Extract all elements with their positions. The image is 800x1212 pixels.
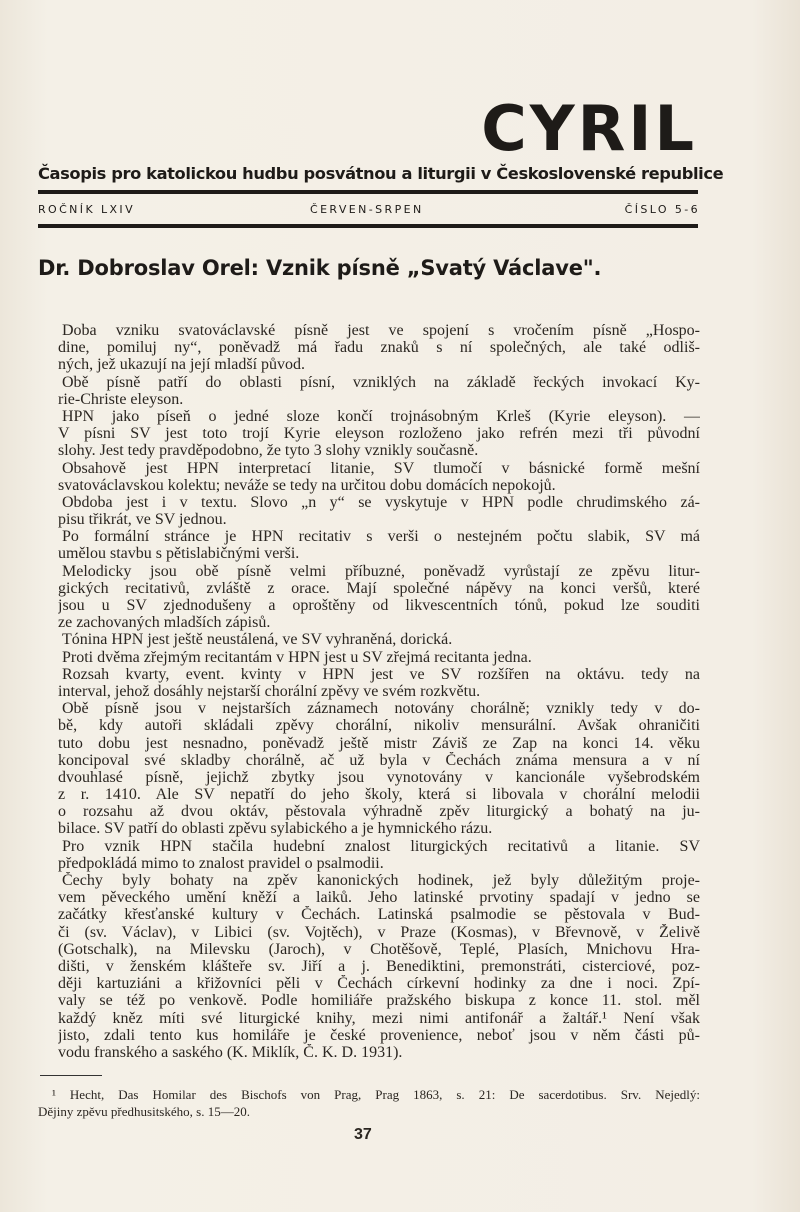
footnote-line: Dějiny zpěvu předhusitského, s. 15—20. — [38, 1104, 250, 1119]
page-number: 37 — [354, 1126, 372, 1143]
text-line: interval, jehož dosáhly nejstarší chorální zpěvy ve svém rozkvětu. — [58, 682, 481, 700]
text-line: Melodicky jsou obě písně velmi příbuzné, poněvadž vyrůstají ze zpěvu litur- — [62, 562, 700, 580]
paragraph — [58, 838, 700, 872]
text-line: HPN jako píseň o jedné sloze končí trojnásobným Krleš (Kyrie eleyson). — — [62, 407, 700, 425]
months-label: ČERVEN-SRPEN — [310, 203, 424, 216]
text-line: V písni SV jest toto trojí Kyrie eleyson rozloženo jako refrén mezi tři původní — [58, 425, 700, 443]
footnote-line: ¹ Hecht, Das Homilar des Bischofs von Prag, Prag 1863, s. 21: De sacerdotibus. Srv. Nejedlý: — [52, 1087, 700, 1102]
text-line: Obě písně jsou v nejstarších záznamech notovány chorálně; vznikly tedy v do- — [62, 700, 700, 718]
text-line: či (sv. Václav), v Libici (sv. Vojtěch), v Praze (Kosmas), v Břevnově, v Želivě — [58, 923, 700, 941]
header-rule-bottom — [38, 224, 698, 228]
text-line: valy se též po venkově. Podle homiliáře pražského biskupa z konce 11. stol. měl — [58, 992, 700, 1010]
paragraph — [58, 649, 700, 666]
text-line: začátky křesťanské kultury v Čechách. Latinská psalmodie se pěstovala v Bud- — [58, 906, 700, 924]
text-line: rie-Christe eleyson. — [58, 390, 184, 408]
article-body — [58, 322, 700, 1061]
text-line: ději kartuziáni a křižovníci pěli v Čechách církevní hodinky za dne i noci. Zpí- — [58, 975, 700, 993]
paragraph — [58, 528, 700, 562]
text-line: o rozsahu až dvou oktáv, pěstovala výhradně zpěv liturgický a bohatý na ju- — [58, 803, 700, 821]
paragraph — [58, 460, 700, 494]
text-line: gických recitativů, zvláště z orace. Mají společné nápěvy na konci veršů, které — [58, 579, 700, 597]
footnote — [38, 1086, 700, 1120]
text-line: slohy. Jest tedy pravděpodobno, že tyto 3 slohy vznikly současně. — [58, 442, 479, 460]
issue-label: ČÍSLO 5-6 — [624, 203, 700, 216]
header-rule-top — [38, 190, 698, 194]
text-line: Obsahově jest HPN interpretací litanie, SV tlumočí v básnické formě mešní — [62, 459, 700, 477]
text-line: dvouhlasé písně, jejichž zbytky jsou vynotovány v kancionále vyšebrodském — [58, 768, 700, 786]
paragraph — [58, 494, 700, 528]
text-line: (Gotschalk), na Milevsku (Jaroch), v Chotěšově, Teplé, Plasích, Mnichovu Hra- — [58, 940, 700, 958]
journal-subtitle: Časopis pro katolickou hudbu posvátnou a liturgii v Československé republice — [38, 164, 724, 183]
footnote-divider — [40, 1075, 102, 1076]
text-line: Doba vzniku svatováclavské písně jest ve spojení s vročením písně „Hospo- — [62, 322, 700, 339]
text-line: předpokládá mimo to znalost pravidel o psalmodii. — [58, 854, 384, 872]
text-line: Rozsah kvarty, event. kvinty v HPN jest ve SV rozšířen na oktávu. tedy na — [62, 665, 700, 683]
text-line: vem pěveckého umění kněží a laiků. Jeho latinské prvotiny spadají v jedno se — [58, 889, 700, 907]
text-line: Obě písně patří do oblasti písní, vzniklých na základě řeckých invokací Ky- — [62, 373, 700, 391]
text-line: pisu třikrát, ve SV jednou. — [58, 511, 227, 529]
text-line: Po formální stránce je HPN recitativ s verši o nestejném počtu slabik, SV má — [62, 528, 700, 546]
text-line: tuto dobu jest nesnadno, poněvadž ještě mistr Záviš ze Zap na konci 14. věku — [58, 734, 700, 752]
article-title: Dr. Dobroslav Orel: Vznik písně „Svatý Václave". — [38, 256, 602, 280]
paragraph — [58, 700, 700, 838]
paragraph — [58, 322, 700, 374]
text-line: ze zachovaných mladších zápisů. — [58, 614, 271, 632]
journal-masthead: CYRIL — [481, 92, 697, 165]
paragraph — [58, 408, 700, 460]
text-line: vodu franského a saského (K. Miklík, Č. K. D. 1931). — [58, 1043, 403, 1061]
paragraph — [58, 666, 700, 700]
text-line: dišti, v ženském klášteře sv. Jiří a j. Benediktini, premonstráti, cisterciové, poz- — [58, 957, 700, 975]
text-line: koncipoval své skladby chorálně, ač už byla v Čechách známa mensura a v ní — [58, 751, 700, 769]
text-line: dine, pomiluj ny“, poněvadž má řadu znaků s ní společných, ale také odliš- — [58, 339, 700, 357]
paragraph — [58, 563, 700, 632]
text-line: Pro vznik HPN stačila hudební znalost liturgických recitativů a litanie. SV — [62, 837, 700, 855]
text-line: svatováclavskou kolektu; neváže se tedy na určitou dobu domácích nepokojů. — [58, 476, 556, 494]
text-line: jsou u SV zjednodušeny a oproštěny od likvescentních tónů, pokud lze souditi — [58, 597, 700, 614]
text-line: Tónina HPN jest ještě neustálená, ve SV vyhraněná, dorická. — [62, 631, 453, 649]
text-line: bě, kdy autoři skládali zpěvy chorální, nikoliv mensurální. Avšak ohraničiti — [58, 717, 700, 735]
paragraph — [58, 631, 700, 648]
text-line: Čechy byly bohaty na zpěv kanonických hodinek, jež byly důležitým proje- — [62, 872, 700, 889]
text-line: Proti dvěma zřejmým recitantám v HPN jest u SV zřejmá recitanta jedna. — [62, 648, 532, 666]
paragraph — [58, 872, 700, 1061]
text-line: ných, jež ukazují na její mladší původ. — [58, 356, 306, 374]
text-line: umělou stavbu s pětislabičnými verši. — [58, 545, 300, 563]
text-line: jisto, zdali tento kus homiláře je české provenience, neboť jsou v něm části pů- — [58, 1026, 700, 1044]
text-line: každý kněz míti své liturgické knihy, mezi nimi antifonář a žaltář.¹ Není však — [58, 1009, 700, 1027]
text-line: bilace. SV patří do oblasti zpěvu sylabického a je hymnického rázu. — [58, 820, 493, 838]
text-line: z r. 1410. Ale SV nepatří do jeho školy, která si libovala v chorální melodii — [58, 786, 700, 804]
volume-label: ROČNÍK LXIV — [38, 203, 135, 216]
paragraph — [58, 374, 700, 408]
text-line: Obdoba jest i v textu. Slovo „n y“ se vyskytuje v HPN podle chrudimského zá- — [62, 493, 700, 511]
